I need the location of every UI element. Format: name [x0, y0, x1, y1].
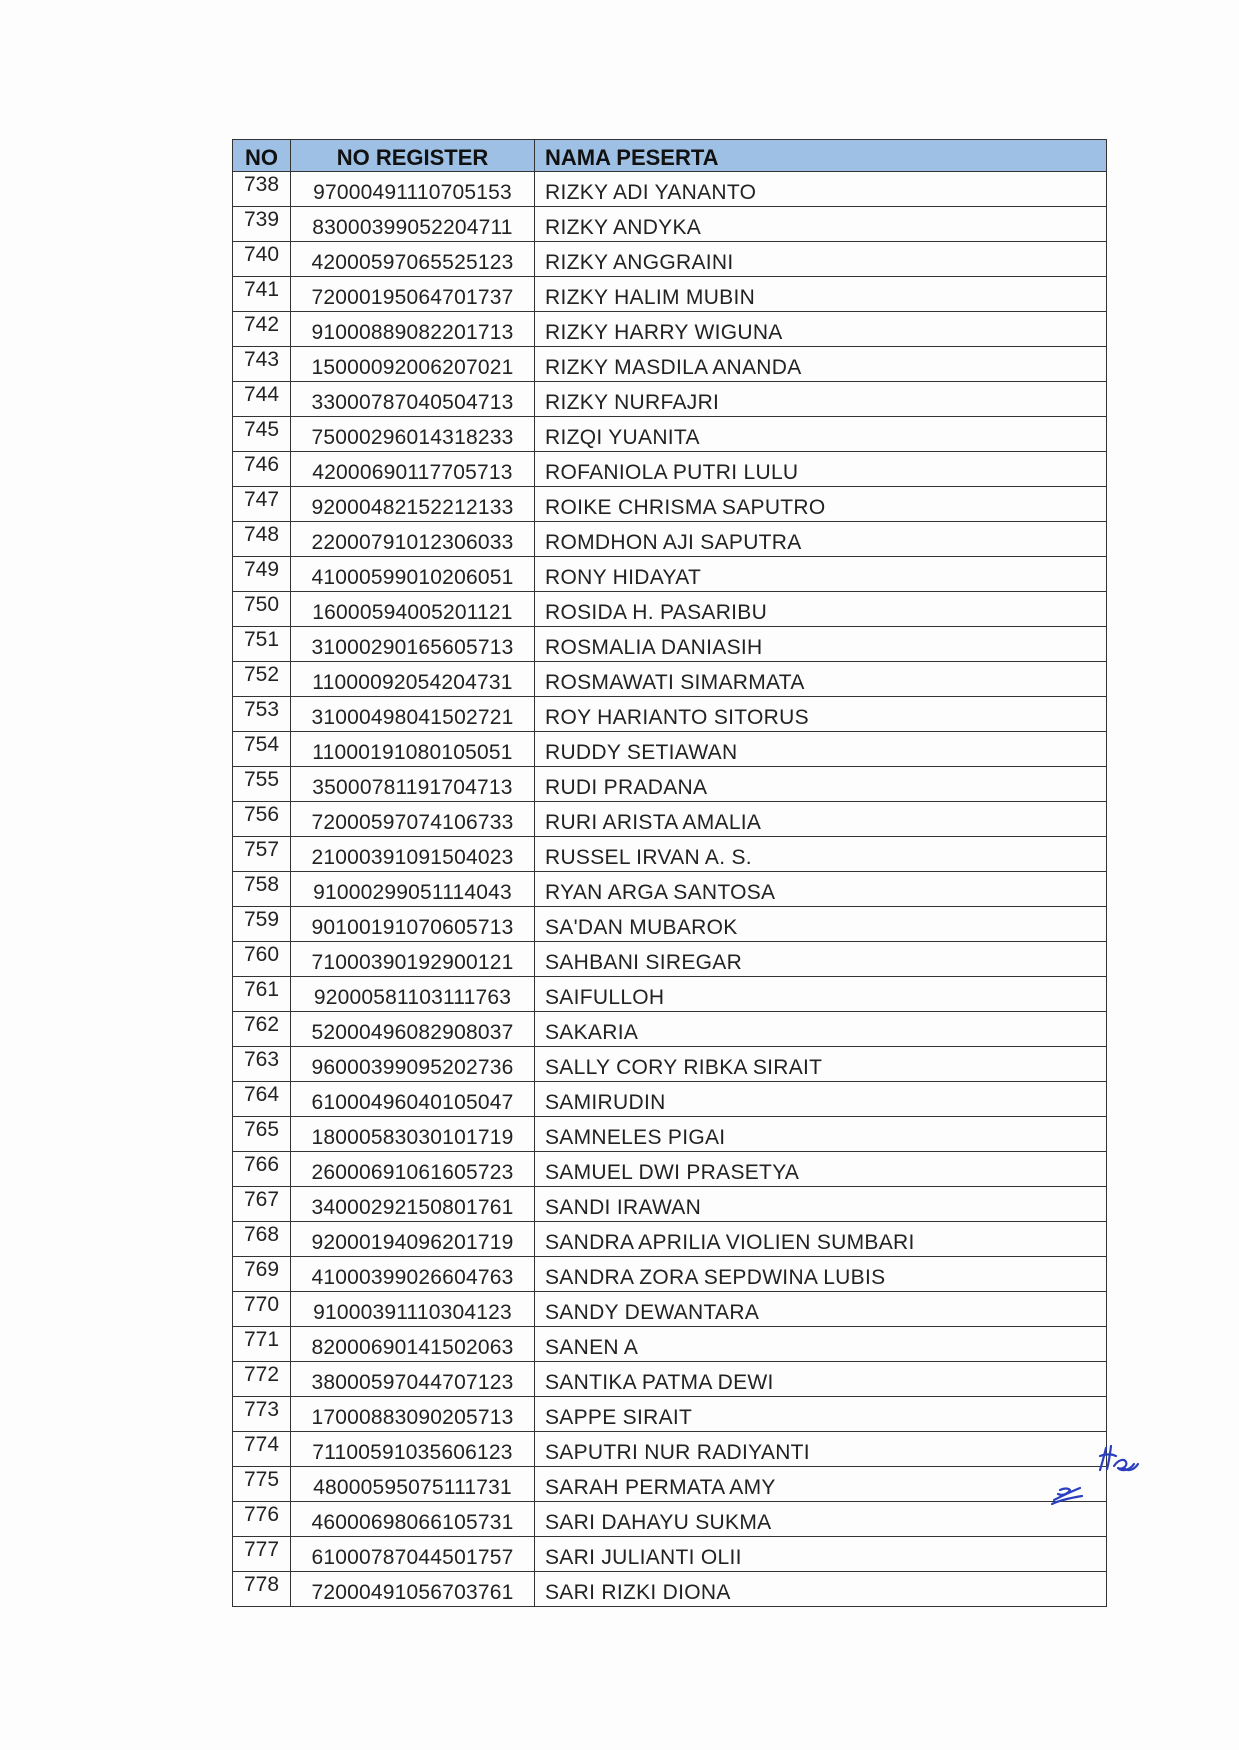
header-no: NO [233, 140, 291, 172]
row-participant-name: SAMIRUDIN [535, 1082, 1107, 1117]
row-register-number: 18000583030101719 [291, 1117, 535, 1152]
row-number: 753 [233, 697, 291, 732]
table-row [233, 1432, 1107, 1467]
row-number: 768 [233, 1222, 291, 1257]
row-register-number: 38000597044707123 [291, 1362, 535, 1397]
row-register-number: 72000597074106733 [291, 802, 535, 837]
header-register: NO REGISTER [291, 140, 535, 172]
row-register-number: 31000290165605713 [291, 627, 535, 662]
row-number: 769 [233, 1257, 291, 1292]
table-header [233, 140, 1107, 172]
row-register-number: 96000399095202736 [291, 1047, 535, 1082]
row-participant-name: ROSIDA H. PASARIBU [535, 592, 1107, 627]
row-register-number: 72000195064701737 [291, 277, 535, 312]
row-number: 747 [233, 487, 291, 522]
row-number: 759 [233, 907, 291, 942]
row-number: 755 [233, 767, 291, 802]
row-number: 774 [233, 1432, 291, 1467]
table-row [233, 732, 1107, 767]
row-number: 746 [233, 452, 291, 487]
row-participant-name: RIZKY HARRY WIGUNA [535, 312, 1107, 347]
row-participant-name: SARI RIZKI DIONA [535, 1572, 1107, 1607]
row-participant-name: SAKARIA [535, 1012, 1107, 1047]
table-row [233, 1117, 1107, 1152]
row-register-number: 91000391110304123 [291, 1292, 535, 1327]
row-register-number: 72000491056703761 [291, 1572, 535, 1607]
header-row [233, 140, 1107, 172]
row-participant-name: RIZKY ADI YANANTO [535, 172, 1107, 207]
row-register-number: 75000296014318233 [291, 417, 535, 452]
row-number: 750 [233, 592, 291, 627]
row-number: 756 [233, 802, 291, 837]
row-participant-name: SARI JULIANTI OLII [535, 1537, 1107, 1572]
row-register-number: 42000690117705713 [291, 452, 535, 487]
row-participant-name: RUDDY SETIAWAN [535, 732, 1107, 767]
row-number: 745 [233, 417, 291, 452]
table-row [233, 1187, 1107, 1222]
row-participant-name: ROSMALIA DANIASIH [535, 627, 1107, 662]
row-register-number: 83000399052204711 [291, 207, 535, 242]
table-row [233, 872, 1107, 907]
table-row [233, 697, 1107, 732]
row-register-number: 34000292150801761 [291, 1187, 535, 1222]
row-register-number: 91000299051114043 [291, 872, 535, 907]
row-participant-name: SAPUTRI NUR RADIYANTI [535, 1432, 1107, 1467]
handwritten-initials [1040, 1442, 1140, 1512]
table-row [233, 557, 1107, 592]
row-register-number: 22000791012306033 [291, 522, 535, 557]
table-row [233, 1572, 1107, 1607]
row-participant-name: SAMNELES PIGAI [535, 1117, 1107, 1152]
row-number: 741 [233, 277, 291, 312]
row-participant-name: RIZQI YUANITA [535, 417, 1107, 452]
row-register-number: 90100191070605713 [291, 907, 535, 942]
table-row [233, 1502, 1107, 1537]
table-row [233, 312, 1107, 347]
row-register-number: 48000595075111731 [291, 1467, 535, 1502]
row-number: 742 [233, 312, 291, 347]
participant-table [232, 139, 1107, 1607]
table-row [233, 1152, 1107, 1187]
table-row [233, 837, 1107, 872]
row-register-number: 42000597065525123 [291, 242, 535, 277]
row-number: 766 [233, 1152, 291, 1187]
row-participant-name: RIZKY HALIM MUBIN [535, 277, 1107, 312]
row-number: 775 [233, 1467, 291, 1502]
row-participant-name: SANDY DEWANTARA [535, 1292, 1107, 1327]
table-row [233, 977, 1107, 1012]
table-row [233, 277, 1107, 312]
table-row [233, 942, 1107, 977]
row-number: 749 [233, 557, 291, 592]
row-participant-name: SANTIKA PATMA DEWI [535, 1362, 1107, 1397]
row-number: 764 [233, 1082, 291, 1117]
row-register-number: 11000092054204731 [291, 662, 535, 697]
row-number: 740 [233, 242, 291, 277]
row-register-number: 91000889082201713 [291, 312, 535, 347]
row-number: 758 [233, 872, 291, 907]
row-number: 761 [233, 977, 291, 1012]
row-participant-name: SARI DAHAYU SUKMA [535, 1502, 1107, 1537]
table-row [233, 1467, 1107, 1502]
table-row [233, 1082, 1107, 1117]
table-row [233, 1537, 1107, 1572]
table-row [233, 382, 1107, 417]
row-register-number: 31000498041502721 [291, 697, 535, 732]
row-participant-name: ROIKE CHRISMA SAPUTRO [535, 487, 1107, 522]
row-number: 752 [233, 662, 291, 697]
table-row [233, 1362, 1107, 1397]
table-row [233, 1397, 1107, 1432]
row-number: 743 [233, 347, 291, 382]
row-register-number: 33000787040504713 [291, 382, 535, 417]
table-row [233, 767, 1107, 802]
table-row [233, 1292, 1107, 1327]
row-participant-name: SAIFULLOH [535, 977, 1107, 1012]
row-register-number: 26000691061605723 [291, 1152, 535, 1187]
row-participant-name: RIZKY ANGGRAINI [535, 242, 1107, 277]
table-row [233, 417, 1107, 452]
table-row [233, 627, 1107, 662]
table-row [233, 1012, 1107, 1047]
row-participant-name: SANDI IRAWAN [535, 1187, 1107, 1222]
row-register-number: 41000399026604763 [291, 1257, 535, 1292]
row-register-number: 15000092006207021 [291, 347, 535, 382]
table-row [233, 1327, 1107, 1362]
row-number: 748 [233, 522, 291, 557]
row-number: 767 [233, 1187, 291, 1222]
row-register-number: 61000496040105047 [291, 1082, 535, 1117]
row-register-number: 92000194096201719 [291, 1222, 535, 1257]
row-register-number: 16000594005201121 [291, 592, 535, 627]
row-number: 778 [233, 1572, 291, 1607]
table-row [233, 242, 1107, 277]
row-number: 744 [233, 382, 291, 417]
row-participant-name: RYAN ARGA SANTOSA [535, 872, 1107, 907]
row-number: 738 [233, 172, 291, 207]
row-participant-name: ROFANIOLA PUTRI LULU [535, 452, 1107, 487]
table-row [233, 662, 1107, 697]
row-participant-name: RUSSEL IRVAN A. S. [535, 837, 1107, 872]
table-row [233, 1222, 1107, 1257]
row-participant-name: RIZKY MASDILA ANANDA [535, 347, 1107, 382]
table-row [233, 487, 1107, 522]
row-number: 777 [233, 1537, 291, 1572]
row-participant-name: RONY HIDAYAT [535, 557, 1107, 592]
row-participant-name: ROSMAWATI SIMARMATA [535, 662, 1107, 697]
table-row [233, 207, 1107, 242]
header-name: NAMA PESERTA [535, 140, 1107, 172]
table-row [233, 522, 1107, 557]
row-number: 770 [233, 1292, 291, 1327]
row-participant-name: RUDI PRADANA [535, 767, 1107, 802]
row-number: 757 [233, 837, 291, 872]
row-register-number: 35000781191704713 [291, 767, 535, 802]
row-participant-name: SAPPE SIRAIT [535, 1397, 1107, 1432]
table-row [233, 592, 1107, 627]
row-register-number: 97000491110705153 [291, 172, 535, 207]
table-row [233, 452, 1107, 487]
row-participant-name: SAMUEL DWI PRASETYA [535, 1152, 1107, 1187]
row-register-number: 41000599010206051 [291, 557, 535, 592]
row-participant-name: SANEN A [535, 1327, 1107, 1362]
row-register-number: 21000391091504023 [291, 837, 535, 872]
row-participant-name: RIZKY ANDYKA [535, 207, 1107, 242]
row-number: 763 [233, 1047, 291, 1082]
row-register-number: 46000698066105731 [291, 1502, 535, 1537]
row-number: 776 [233, 1502, 291, 1537]
table-row [233, 172, 1107, 207]
row-participant-name: RURI ARISTA AMALIA [535, 802, 1107, 837]
table-row [233, 802, 1107, 837]
row-participant-name: SANDRA ZORA SEPDWINA LUBIS [535, 1257, 1107, 1292]
row-number: 771 [233, 1327, 291, 1362]
row-participant-name: ROY HARIANTO SITORUS [535, 697, 1107, 732]
row-participant-name: RIZKY NURFAJRI [535, 382, 1107, 417]
row-register-number: 82000690141502063 [291, 1327, 535, 1362]
row-register-number: 52000496082908037 [291, 1012, 535, 1047]
row-number: 772 [233, 1362, 291, 1397]
row-number: 765 [233, 1117, 291, 1152]
row-participant-name: SA'DAN MUBAROK [535, 907, 1107, 942]
table-row [233, 907, 1107, 942]
table-row [233, 1257, 1107, 1292]
row-number: 739 [233, 207, 291, 242]
table-body [233, 172, 1107, 1607]
row-number: 762 [233, 1012, 291, 1047]
row-number: 754 [233, 732, 291, 767]
row-register-number: 17000883090205713 [291, 1397, 535, 1432]
row-register-number: 92000581103111763 [291, 977, 535, 1012]
row-participant-name: SARAH PERMATA AMY [535, 1467, 1107, 1502]
row-participant-name: ROMDHON AJI SAPUTRA [535, 522, 1107, 557]
row-number: 773 [233, 1397, 291, 1432]
row-participant-name: SANDRA APRILIA VIOLIEN SUMBARI [535, 1222, 1107, 1257]
row-register-number: 61000787044501757 [291, 1537, 535, 1572]
table-row [233, 347, 1107, 382]
row-register-number: 92000482152212133 [291, 487, 535, 522]
row-register-number: 71000390192900121 [291, 942, 535, 977]
row-register-number: 71100591035606123 [291, 1432, 535, 1467]
row-participant-name: SALLY CORY RIBKA SIRAIT [535, 1047, 1107, 1082]
row-number: 751 [233, 627, 291, 662]
row-participant-name: SAHBANI SIREGAR [535, 942, 1107, 977]
row-number: 760 [233, 942, 291, 977]
table-row [233, 1047, 1107, 1082]
row-register-number: 11000191080105051 [291, 732, 535, 767]
